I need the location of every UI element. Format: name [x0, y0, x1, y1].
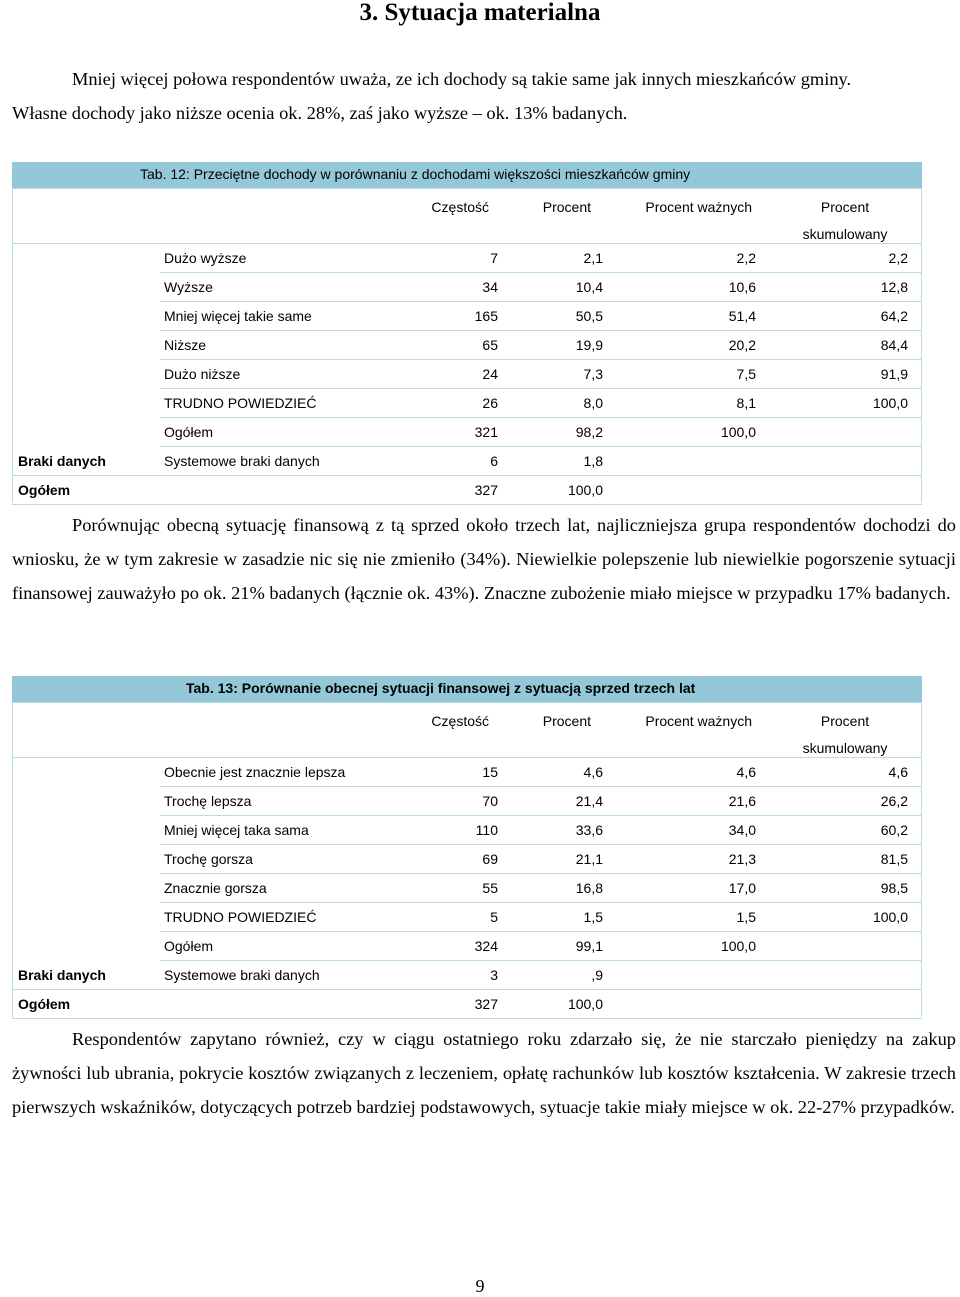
cell-valid-percent: 34,0	[728, 822, 756, 838]
page-number: 9	[475, 1276, 485, 1296]
header-procent-skumulowany-2: skumulowany	[802, 740, 888, 756]
cell-frequency: 327	[474, 482, 498, 498]
cell-frequency: 324	[474, 938, 498, 954]
cell-cumulative-percent: 12,8	[880, 279, 908, 295]
row-label: Ogółem	[164, 424, 214, 440]
cell-cumulative-percent: 100,0	[872, 909, 908, 925]
row-group-label: Braki danych	[18, 967, 106, 983]
row-label: Mniej więcej takie same	[164, 308, 312, 324]
cell-frequency: 55	[482, 880, 498, 896]
row-label: Trochę gorsza	[164, 851, 253, 867]
table-row	[12, 990, 922, 1019]
table-grid-line	[921, 758, 922, 1017]
cell-frequency: 6	[490, 453, 498, 469]
cell-valid-percent: 17,0	[728, 880, 756, 896]
cell-percent: 1,5	[583, 909, 603, 925]
cell-percent: 16,8	[575, 880, 603, 896]
intro-line-2: Własne dochody jako niższe ocenia ok. 28%, zaś jako wyższe – ok. 13% badanych.	[12, 103, 628, 123]
header-procent: Procent	[542, 713, 591, 729]
table-row	[160, 845, 922, 874]
table-row	[160, 787, 922, 816]
table-row	[12, 961, 922, 990]
section-title: 3. Sytuacja materialna	[359, 0, 601, 26]
table-grid-line	[12, 244, 13, 503]
row-label: Znacznie gorsza	[164, 880, 267, 896]
table-row	[12, 447, 922, 476]
table-row	[160, 816, 922, 845]
cell-valid-percent: 4,6	[736, 764, 756, 780]
row-label: Trochę lepsza	[164, 793, 252, 809]
cell-frequency: 327	[474, 996, 498, 1012]
cell-valid-percent: 100,0	[720, 424, 756, 440]
cell-percent: 21,4	[575, 793, 603, 809]
row-label: Ogółem	[164, 938, 214, 954]
table-row	[160, 932, 922, 961]
cell-percent: 1,8	[583, 453, 603, 469]
cell-cumulative-percent: 81,5	[880, 851, 908, 867]
cell-frequency: 7	[490, 250, 498, 266]
table-row	[160, 360, 922, 389]
cell-frequency: 34	[482, 279, 498, 295]
row-label: Systemowe braki danych	[164, 453, 320, 469]
table-title-bar-left	[12, 162, 160, 188]
shortage-paragraph	[12, 1022, 956, 1124]
intro-line-1: Mniej więcej połowa respondentów uważa, ze ich dochody są takie same jak innych mieszkańców gminy.	[72, 69, 852, 89]
table-row	[160, 389, 922, 418]
cell-valid-percent: 51,4	[728, 308, 756, 324]
header-procent-skumulowany-1: Procent	[820, 713, 870, 729]
table-row	[160, 874, 922, 903]
table-row	[160, 903, 922, 932]
row-group-label: Ogółem	[18, 996, 71, 1012]
cell-percent: 2,1	[583, 250, 603, 266]
header-procent-waznych: Procent ważnych	[645, 713, 752, 729]
cell-cumulative-percent: 91,9	[880, 366, 908, 382]
cell-percent: 100,0	[567, 996, 603, 1012]
cell-frequency: 3	[490, 967, 498, 983]
cell-percent: 98,2	[575, 424, 603, 440]
comparison-text: Porównując obecną sytuację finansową z tą sprzed około trzech lat, najliczniejsza grupa respondentów dochodzi do wniosku, że w tym zakresie w zasadzie nic się nie zmieniło (34%). Niewielkie polepszenie lub niewielkie pogorszenie sytuacji finansowej zauważyło po ok. 21% badanych (łącznie ok. 43%). Znaczne zubożenie miało miejsce w przypadku 17% badanych.	[12, 515, 956, 603]
cell-percent: 100,0	[567, 482, 603, 498]
header-procent: Procent	[542, 199, 591, 215]
comparison-paragraph	[12, 508, 956, 610]
header-procent-skumulowany-1: Procent	[820, 199, 870, 215]
row-group-label: Braki danych	[18, 453, 106, 469]
cell-valid-percent: 21,3	[728, 851, 756, 867]
cell-valid-percent: 10,6	[728, 279, 756, 295]
table-row	[160, 758, 922, 787]
cell-cumulative-percent: 60,2	[880, 822, 908, 838]
row-label: TRUDNO POWIEDZIEĆ	[164, 909, 317, 925]
row-label: Mniej więcej taka sama	[164, 822, 309, 838]
table-row	[160, 244, 922, 273]
cell-cumulative-percent: 4,6	[888, 764, 908, 780]
cell-cumulative-percent: 98,5	[880, 880, 908, 896]
cell-valid-percent: 20,2	[728, 337, 756, 353]
cell-frequency: 24	[482, 366, 498, 382]
cell-valid-percent: 21,6	[728, 793, 756, 809]
row-label: Systemowe braki danych	[164, 967, 320, 983]
cell-valid-percent: 8,1	[736, 395, 756, 411]
table-header-band	[12, 188, 922, 244]
cell-frequency: 70	[482, 793, 498, 809]
table-13	[12, 676, 922, 1017]
row-group-label: Ogółem	[18, 482, 71, 498]
table-row	[12, 476, 922, 505]
cell-percent: 33,6	[575, 822, 603, 838]
row-label: Wyższe	[164, 279, 213, 295]
cell-percent: 21,1	[575, 851, 603, 867]
cell-percent: 10,4	[575, 279, 603, 295]
cell-cumulative-percent: 100,0	[872, 395, 908, 411]
cell-cumulative-percent: 26,2	[880, 793, 908, 809]
row-label: Dużo niższe	[164, 366, 241, 382]
cell-frequency: 5	[490, 909, 498, 925]
table-grid-line	[921, 244, 922, 503]
cell-frequency: 65	[482, 337, 498, 353]
table-title: Tab. 12: Przeciętne dochody w porównaniu z dochodami większości mieszkańców gminy	[140, 166, 691, 182]
table-12	[12, 162, 922, 503]
row-label: TRUDNO POWIEDZIEĆ	[164, 395, 317, 411]
cell-frequency: 165	[474, 308, 498, 324]
cell-frequency: 26	[482, 395, 498, 411]
cell-valid-percent: 100,0	[720, 938, 756, 954]
cell-percent: 19,9	[575, 337, 603, 353]
cell-frequency: 321	[474, 424, 498, 440]
table-grid-line	[12, 758, 13, 1017]
header-czestosc: Częstość	[431, 713, 489, 729]
header-czestosc: Częstość	[431, 199, 489, 215]
table-title: Tab. 13: Porównanie obecnej sytuacji finansowej z sytuacją sprzed trzech lat	[186, 680, 696, 696]
table-row	[160, 273, 922, 302]
row-label: Obecnie jest znacznie lepsza	[164, 764, 346, 780]
table-row	[160, 302, 922, 331]
cell-valid-percent: 1,5	[736, 909, 756, 925]
cell-cumulative-percent: 64,2	[880, 308, 908, 324]
intro-paragraph	[12, 62, 956, 130]
cell-frequency: 15	[482, 764, 498, 780]
cell-valid-percent: 7,5	[736, 366, 756, 382]
cell-percent: 7,3	[583, 366, 603, 382]
cell-cumulative-percent: 84,4	[880, 337, 908, 353]
cell-percent: ,9	[591, 967, 603, 983]
cell-frequency: 110	[475, 822, 498, 838]
cell-valid-percent: 2,2	[736, 250, 756, 266]
header-procent-skumulowany-2: skumulowany	[802, 226, 888, 242]
table-header-band	[12, 702, 922, 758]
cell-percent: 99,1	[575, 938, 603, 954]
shortage-text: Respondentów zapytano również, czy w ciągu ostatniego roku zdarzało się, że nie starczało pieniędzy na zakup żywności lub ubrania, pokrycie kosztów związanych z leczeniem, opłatę rachunków lub kosztów kształcenia. W zakresie trzech pierwszych wskaźników, dotyczących potrzeb bardziej podstawowych, sytuacje takie miały miejsce w ok. 22-27% przypadków.	[12, 1029, 956, 1117]
cell-cumulative-percent: 2,2	[888, 250, 908, 266]
cell-percent: 50,5	[575, 308, 603, 324]
cell-percent: 8,0	[583, 395, 603, 411]
table-row	[160, 418, 922, 447]
row-label: Dużo wyższe	[164, 250, 247, 266]
cell-frequency: 69	[482, 851, 498, 867]
table-row	[160, 331, 922, 360]
row-label: Niższe	[164, 337, 207, 353]
header-procent-waznych: Procent ważnych	[645, 199, 752, 215]
cell-percent: 4,6	[583, 764, 603, 780]
